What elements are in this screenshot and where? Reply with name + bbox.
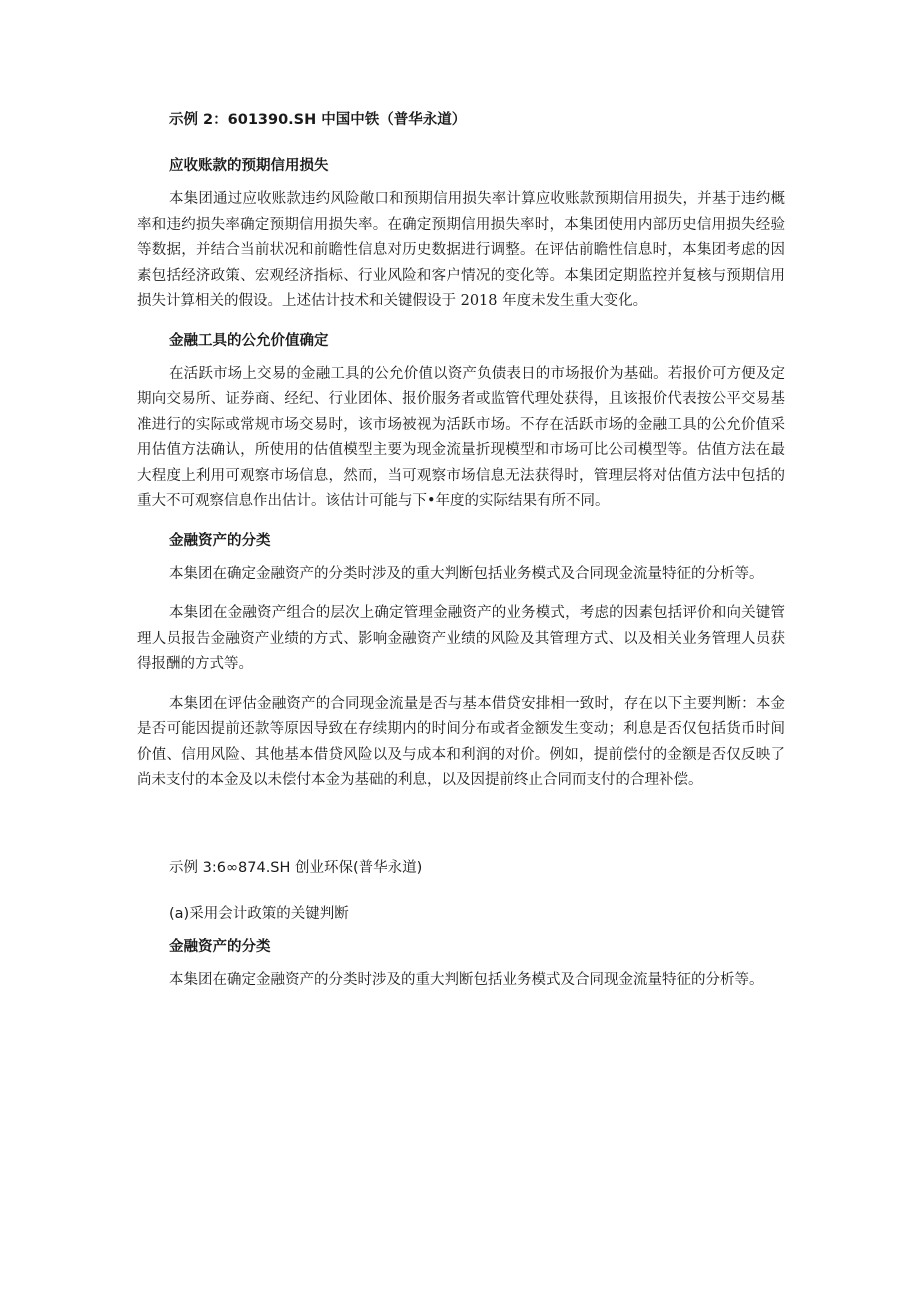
document-page: [137, 108, 785, 993]
paragraph-classification-2: 本集团在金融资产组合的层次上确定管理金融资产的业务模式，考虑的因素包括评价和向关键管理人员报告金融资产业绩的方式、影响金融资产业绩的风险及其管理方式、以及相关业务管理人员获得报酬的方式等。: [137, 605, 785, 672]
paragraph-classification-1: 本集团在确定金融资产的分类时涉及的重大判断包括业务模式及合同现金流量特征的分析等。: [169, 565, 764, 582]
example-2-title: 示例 2：601390.SH 中国中铁（普华永道）: [169, 112, 467, 128]
example-3-subheading: (a)采用会计政策的关键判断: [169, 905, 349, 922]
section-heading-classification-ex3: 金融资产的分类: [169, 938, 271, 955]
section-heading-receivables-ecl: 应收账款的预期信用损失: [169, 158, 329, 174]
example-3-title: 示例 3:6∞874.SH 创业环保(普华永道): [169, 859, 423, 876]
paragraph-receivables-ecl: 本集团通过应收账款违约风险敞口和预期信用损失率计算应收账款预期信用损失，并基于违约概率和违约损失率确定预期信用损失率。在确定预期信用损失率时，本集团使用内部历史信用损失经验等数据，并结合当前状况和前瞻性信息对历史数据进行调整。在评估前瞻性信息时，本集团考虑的因素包括经济政策、宏观经济指标、行业风险和客户情况的变化等。本集团定期监控并复核与预期信用损失计算相关的假设。上述估计技术和关键假设于 2018 年度未发生重大变化。: [137, 191, 785, 309]
paragraph-classification-ex3: 本集团在确定金融资产的分类时涉及的重大判断包括业务模式及合同现金流量特征的分析等。: [169, 971, 764, 988]
paragraph-fair-value: 在活跃市场上交易的金融工具的公允价值以资产负债表日的市场报价为基础。若报价可方便及定期向交易所、证券商、经纪、行业团体、报价服务者或监管代理处获得，且该报价代表按公平交易基准进行的实际或常规市场交易时，该市场被视为活跃市场。不存在活跃市场的金融工具的公允价值采用估值方法确认，所使用的估值模型主要为现金流量折现模型和市场可比公司模型等。估值方法在最大程度上利用可观察市场信息，然而，当可观察市场信息无法获得时，管理层将对估值方法中包括的重大不可观察信息作出估计。该估计可能与下•年度的实际结果有所不同。: [137, 365, 785, 509]
paragraph-classification-3: 本集团在评估金融资产的合同现金流量是否与基本借贷安排相一致时，存在以下主要判断：本金是否可能因提前还款等原因导致在存续期内的时间分布或者金额发生变动；利息是否仅包括货币时间价值、信用风险、其他基本借贷风险以及与成本和利润的对价。例如，提前偿付的金额是否仅反映了尚未支付的本金及以未偿付本金为基础的利息，以及因提前终止合同而支付的合理补偿。: [137, 695, 785, 788]
section-heading-classification: 金融资产的分类: [169, 532, 271, 549]
section-heading-fair-value: 金融工具的公允价值确定: [169, 332, 329, 349]
